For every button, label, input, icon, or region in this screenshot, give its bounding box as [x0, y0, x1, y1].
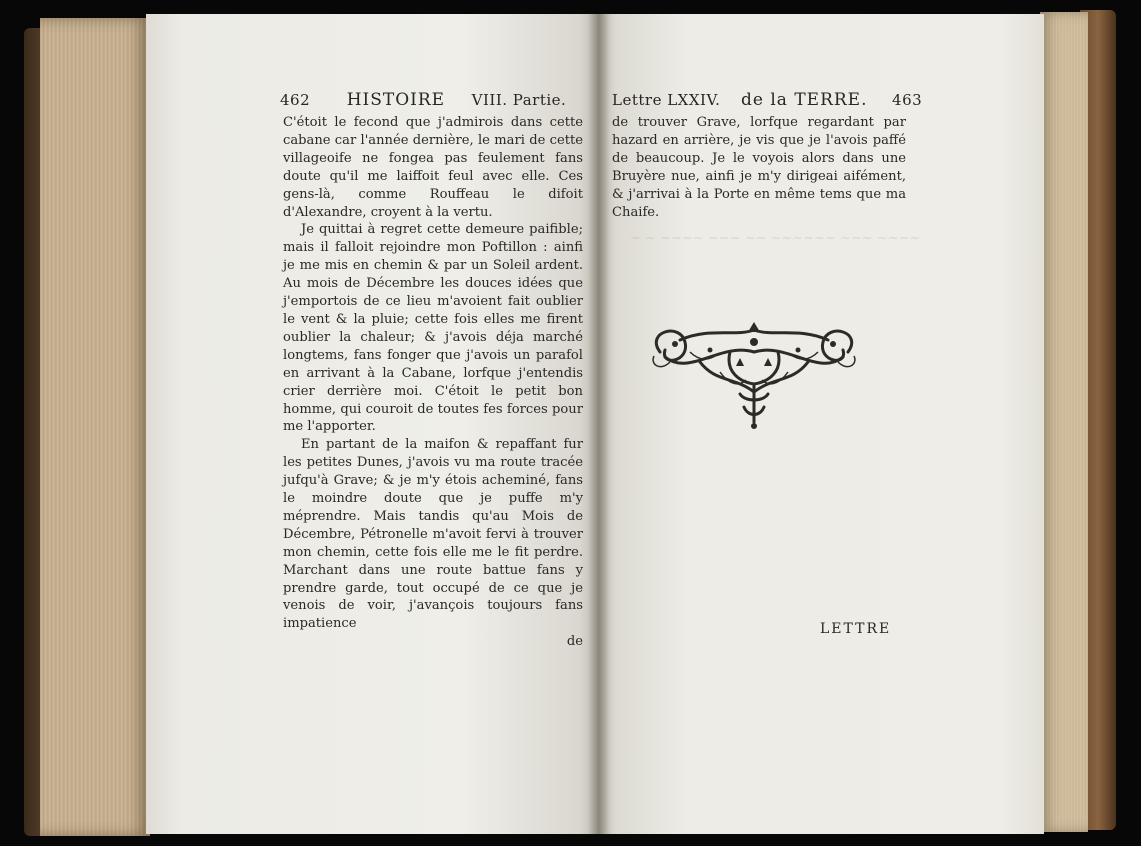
left-catchword: de — [566, 634, 583, 650]
paragraph: de trouver Grave, lorfque regardant par hazard en arrière, je vis que je l'avois paffé de beaucoup. Je le voyois alors dans une Bruyère nue, ainfi je m'y dirigeai aifément, & j'arrivai à la Porte en même tems que ma Chaife. — [612, 115, 906, 220]
right-running-title: de la TERRE. — [741, 90, 868, 110]
paragraph: En partant de la maifon & repaffant fur les petites Dunes, j'avois vu ma route tracée jufqu'à Grave; & je m'y étois acheminé, fans le moindre doute que je puffe m'y méprendre. Mais tandis qu'au Mois de Décembre, Pétronelle m'avoit fervi à trouver mon chemin, cette fois elle me le fit perdre. Marchant dans une route battue fans y prendre garde, tout occupé de ce que je venois de voir, j'avançois toujours fans impatience — [283, 437, 583, 632]
left-page-text — [283, 114, 583, 651]
right-page-block-edge — [1040, 12, 1088, 832]
left-page-block-edge — [40, 18, 150, 836]
right-page-number: 463 — [892, 91, 923, 109]
right-page-text — [612, 114, 906, 221]
right-running-letter: Lettre LXXIV. — [612, 91, 721, 109]
left-running-title: HISTOIRE — [346, 90, 446, 110]
right-running-head — [612, 90, 922, 110]
left-page-number: 462 — [280, 91, 311, 109]
paragraph: C'étoit le fecond que j'admirois dans cette cabane car l'année dernière, le mari de cette villageoife ne fongea pas feulement fans doute qu'il me laiffoit feul avec elle. Ces gens-là, comme Rouffeau le difoit d'Alexandre, croyent à la vertu. — [283, 115, 583, 220]
left-running-head — [280, 90, 566, 110]
book-gutter — [588, 14, 610, 834]
paragraph: Je quittai à regret cette demeure paifible; mais il falloit rejoindre mon Poftillon : ainfi je me mis en chemin & par un Soleil ardent. Au mois de Décembre les douces idées que j'emportois de ce lieu m'avoient fait oublier le vent & la pluie; cette fois elles me firent oublier la chaleur; & j'avois déja marché longtems, fans fonger que j'avois un parafol en arrivant à la Cabane, lorfque j'entendis crier derrière moi. C'étoit le petit bon homme, qui couroit de toutes fes forces pour me l'apporter. — [283, 222, 583, 435]
left-running-part: VIII. Partie. — [471, 91, 567, 109]
right-catchword: LETTRE — [820, 621, 892, 637]
floral-headpiece-ornament — [640, 322, 868, 432]
